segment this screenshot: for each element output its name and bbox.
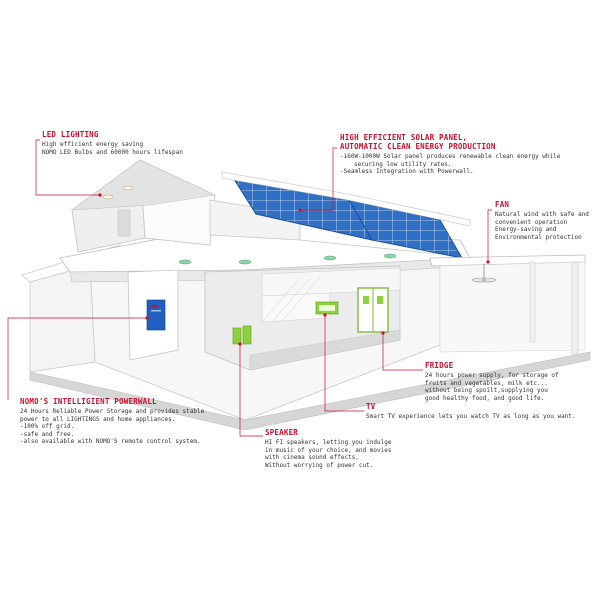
solar-panel-description: -160W-1000W Solar panel produces renewable clean energy while securing low utility rates. -Seamless Integration with Powerwall. bbox=[340, 153, 561, 175]
led-lighting-title: LED LIGHTING bbox=[42, 130, 99, 139]
tv-title: TV bbox=[366, 402, 376, 411]
fan-label bbox=[495, 200, 589, 241]
fridge-label bbox=[425, 361, 559, 402]
speaker-description: HI FI speakers, letting you indulge in music of your choice, and movies with cinema sound effects, Without worrying of power cut. bbox=[265, 439, 392, 469]
powerwall-title: NOMO'S INTELLIGIENT POWERWALL bbox=[20, 397, 157, 406]
pergola bbox=[430, 255, 585, 354]
solar-panel-label bbox=[340, 133, 560, 176]
fridge-description: 24 hours power supply, for storage of fruits and vegetables, milk etc... without being spoilt,supplying you good healthy food, and good life. bbox=[425, 372, 559, 402]
powerwall-unit bbox=[147, 300, 165, 330]
solar-panel-title: HIGH EFFICIENT SOLAR PANEL, AUTOMATIC CLEAN ENERGY PRODUCTION bbox=[340, 133, 496, 151]
tv-label bbox=[366, 402, 576, 421]
fan-description: Natural wind with safe and convenient operation Energy-saving and Environmental protection bbox=[495, 211, 589, 241]
upper-box bbox=[72, 160, 215, 252]
speaker-label bbox=[265, 428, 391, 469]
left-room bbox=[128, 270, 178, 360]
led-lighting-label bbox=[42, 130, 183, 156]
led-lighting-description: High efficient energy saving NOMO LED Bulbs and 60000 hours lifespan bbox=[42, 141, 183, 156]
tv-unit bbox=[316, 302, 338, 314]
powerwall-description: 24 Hours Reliable Power Storage and provides stable power to all LIGHTINGS and home appliances. -100% off grid. -safe and free. -also available with NOMO'S remote control system. bbox=[20, 408, 205, 445]
speaker-title: SPEAKER bbox=[265, 428, 299, 437]
led-light-2 bbox=[123, 186, 133, 190]
led-light-1 bbox=[103, 195, 113, 199]
fan-title: FAN bbox=[495, 200, 510, 209]
fridge-title: FRIDGE bbox=[425, 361, 454, 370]
powerwall-label bbox=[20, 397, 204, 446]
fan-callout-line bbox=[488, 210, 492, 262]
fridge-unit bbox=[358, 288, 388, 332]
tv-description: Smart TV experience lets you watch TV as long as you want. bbox=[366, 413, 576, 420]
